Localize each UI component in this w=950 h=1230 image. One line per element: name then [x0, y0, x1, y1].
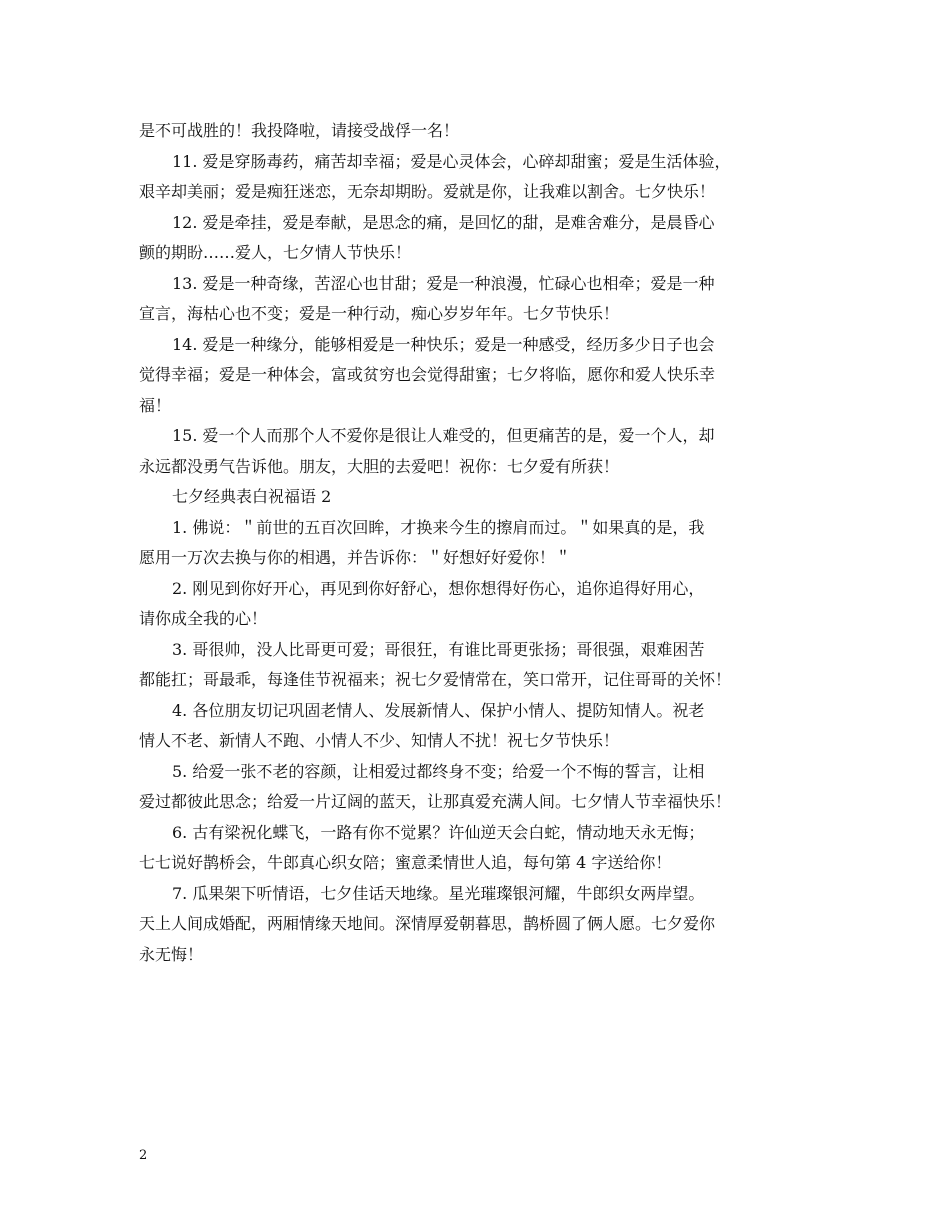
text-line: 6. 古有梁祝化蝶飞，一路有你不觉累？许仙逆天会白蛇，情动地天永无悔； — [172, 822, 705, 842]
text-line: 七七说好鹊桥会，牛郎真心织女陪；蜜意柔情世人追，每句第 4 字送给你！ — [139, 853, 672, 872]
document-body — [139, 116, 815, 970]
text-line: 觉得幸福；爱是一种体会，富或贫穷也会觉得甜蜜；七夕将临，愿你和爱人快乐幸 — [139, 365, 716, 384]
text-line: 请你成全我的心！ — [139, 609, 268, 628]
text-line: 15. 爱一个人而那个人不爱你是很让人难受的，但更痛苦的是，爱一个人，却 — [172, 426, 715, 445]
text-line: 13. 爱是一种奇缘，苦涩心也甘甜；爱是一种浪漫，忙碌心也相牵；爱是一种 — [172, 273, 715, 293]
text-line: 3. 哥很帅，没人比哥更可爱；哥很狂，有谁比哥更张扬；哥很强，艰难困苦 — [172, 639, 705, 659]
text-line: 都能扛；哥最乖，每逢佳节祝福来；祝七夕爱情常在，笑口常开，记住哥哥的关怀！ — [139, 670, 732, 689]
text-line: 福！ — [139, 395, 172, 415]
page-number: 2 — [139, 1148, 148, 1163]
text-line: 是不可战胜的！我投降啦，请接受战俘一名！ — [139, 121, 460, 140]
text-line: 七夕经典表白祝福语 2 — [172, 487, 332, 506]
text-line: 1. 佛说：＂前世的五百次回眸，才换来今生的擦肩而过。＂如果真的是，我 — [172, 517, 705, 537]
text-line: 永无悔！ — [139, 944, 204, 964]
text-line: 爱过都彼此思念；给爱一片辽阔的蓝天，让那真爱充满人间。七夕情人节幸福快乐！ — [139, 792, 732, 811]
text-line: 4. 各位朋友切记巩固老情人、发展新情人、保护小情人、提防知情人。祝老 — [172, 700, 705, 720]
text-line: 7. 瓜果架下听情语，七夕佳话天地缘。星光璀璨银河耀，牛郎织女两岸望。 — [172, 883, 705, 903]
text-line: 宣言，海枯心也不变；爱是一种行动，痴心岁岁年年。七夕节快乐！ — [139, 304, 620, 323]
text-line: 艰辛却美丽；爱是痴狂迷恋，无奈却期盼。爱就是你，让我难以割舍。七夕快乐！ — [139, 182, 716, 201]
text-line: 天上人间成婚配，两厢情缘天地间。深情厚爱朝暮思，鹊桥圆了俩人愿。七夕爱你 — [139, 914, 716, 933]
text-line: 14. 爱是一种缘分，能够相爱是一种快乐；爱是一种感受，经历多少日子也会 — [172, 334, 715, 354]
text-line: 5. 给爱一张不老的容颜，让相爱过都终身不变；给爱一个不悔的誓言，让相 — [172, 761, 705, 781]
text-line: 愿用一万次去换与你的相遇，并告诉你：＂好想好好爱你！＂ — [139, 548, 572, 567]
text-line: 情人不老、新情人不跑、小情人不少、知情人不扰！祝七夕节快乐！ — [139, 731, 620, 750]
text-line: 12. 爱是牵挂，爱是奉献，是思念的痛，是回忆的甜，是难舍难分，是晨昏心 — [172, 212, 715, 232]
text-line: 颤的期盼……爱人，七夕情人节快乐！ — [139, 243, 412, 262]
text-line: 2. 刚见到你好开心，再见到你好舒心，想你想得好伤心，追你追得好用心， — [172, 578, 705, 598]
text-line: 永远都没勇气告诉他。朋友，大胆的去爱吧！祝你：七夕爱有所获！ — [139, 456, 620, 476]
text-line: 11. 爱是穿肠毒药，痛苦却幸福；爱是心灵体会，心碎却甜蜜；爱是生活体验， — [172, 151, 731, 171]
